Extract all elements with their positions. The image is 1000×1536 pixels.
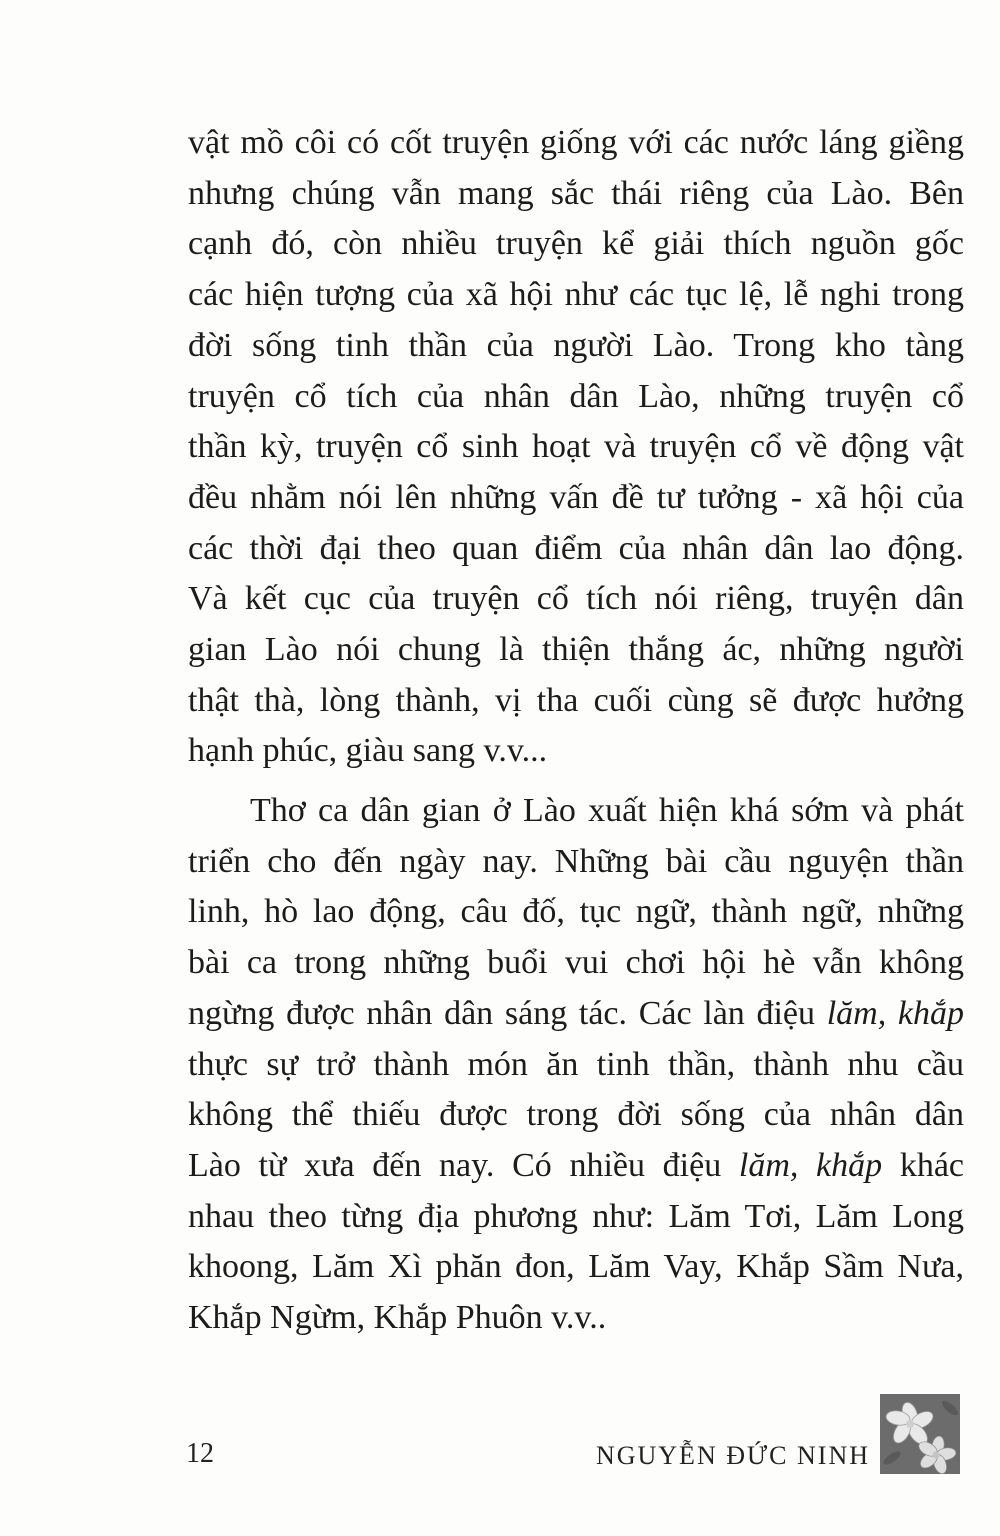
text-line: Và kết cục của truyện cổ tích nói riêng, truyện dân [188, 580, 964, 618]
text-line: thật thà, lòng thành, vị tha cuối cùng sẽ được hưởng [188, 681, 964, 719]
text-line: thần kỳ, truyện cổ sinh hoạt và truyện cổ về động vật [188, 428, 964, 466]
text-line [188, 989, 964, 1040]
text-line: vật mồ côi có cốt truyện giống với các nước láng giềng [188, 124, 964, 161]
text-line: truyện cổ tích của nhân dân Lào, những truyện cổ [188, 377, 964, 415]
text-segment: Lào từ xưa đến nay. Có nhiều điệu [188, 1146, 739, 1184]
text-line: gian Lào nói chung là thiện thắng ác, những người [188, 631, 964, 669]
italic-term: lăm, khắp [738, 1146, 883, 1184]
text-line: nhau theo từng địa phương như: Lăm Tơi, Lăm Long [188, 1197, 964, 1235]
text-line: thực sự trở thành món ăn tinh thần, thành nhu cầu [188, 1045, 964, 1083]
text-line: Khắp Ngừm, Khắp Phuôn v.v.. [188, 1299, 607, 1337]
text-line: các hiện tượng của xã hội như các tục lệ, lễ nghi trong [188, 276, 964, 314]
text-segment: khác [882, 1146, 964, 1184]
text-line [188, 1141, 964, 1192]
text-line: các thời đại theo quan điểm của nhân dân lao động. [188, 529, 964, 567]
paragraph-1 [188, 118, 964, 777]
text-line: linh, hò lao động, câu đố, tục ngữ, thành ngữ, những [188, 893, 964, 931]
text-line: khoong, Lăm Xì phăn đon, Lăm Vay, Khắp Sầm Nưa, [188, 1248, 964, 1286]
italic-term: lăm, khắp [826, 994, 965, 1032]
text-line: không thể thiếu được trong đời sống của nhân dân [188, 1096, 964, 1134]
text-line: bài ca trong những buổi vui chơi hội hè vẫn không [188, 944, 964, 982]
text-line: triển cho đến ngày nay. Những bài cầu nguyện thần [188, 842, 964, 880]
text-line: cạnh đó, còn nhiều truyện kể giải thích nguồn gốc [188, 225, 964, 263]
text-line-indented: Thơ ca dân gian ở Lào xuất hiện khá sớm và phát [250, 792, 964, 829]
text-segment: ngừng được nhân dân sáng tác. Các làn điệu [188, 994, 827, 1032]
plumeria-flower-icon [880, 1394, 960, 1474]
text-line: đời sống tinh thần của người Lào. Trong kho tàng [188, 326, 964, 364]
page-number: 12 [186, 1438, 214, 1469]
paragraph-2 [188, 786, 964, 1344]
text-line: đều nhằm nói lên những vấn đề tư tưởng - xã hội của [188, 478, 964, 516]
text-line: nhưng chúng vẫn mang sắc thái riêng của Lào. Bên [188, 174, 964, 212]
author-name: NGUYỄN ĐỨC NINH [595, 1441, 870, 1470]
flower-graphic [880, 1394, 960, 1474]
text-line: hạnh phúc, giàu sang v.v... [188, 732, 548, 770]
